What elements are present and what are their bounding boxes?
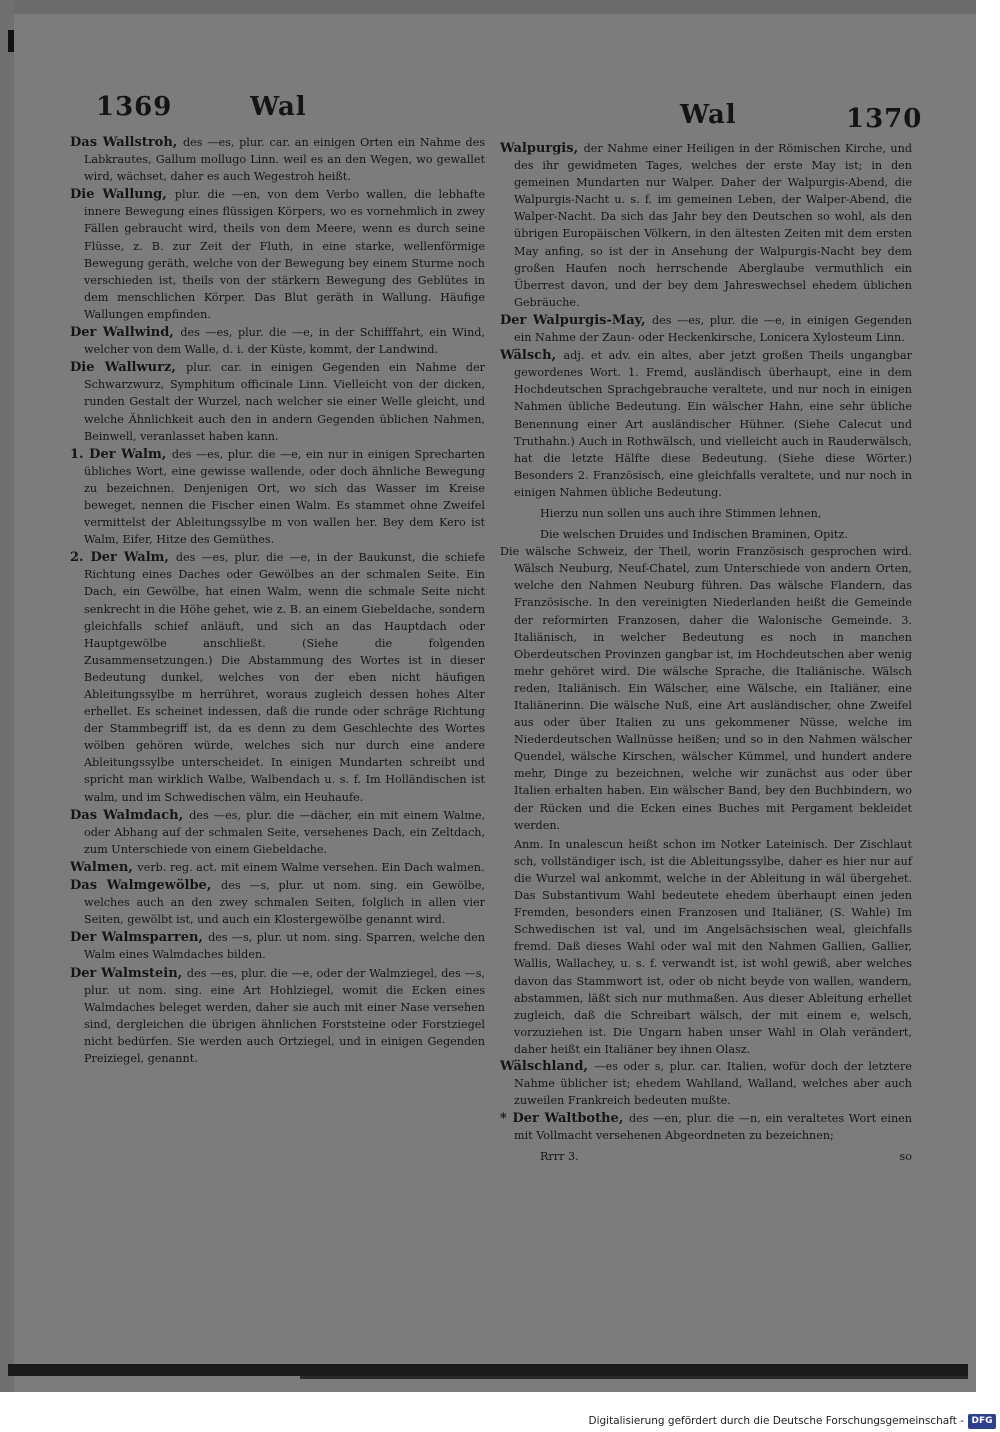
dictionary-entry bbox=[500, 1058, 912, 1109]
signature-mark: Rrrr 3. bbox=[540, 1150, 579, 1164]
entry-text: des —s, plur. ut nom. sing. Sparren, welche den Walm eines Walmdaches bilden. bbox=[84, 931, 485, 962]
bottom-rule bbox=[8, 1364, 968, 1376]
running-head-right: Wal bbox=[680, 100, 737, 130]
dictionary-entry bbox=[70, 324, 485, 358]
entry-lemma: 1. Der Walm, bbox=[70, 446, 172, 462]
entry-lemma: Wälsch, bbox=[500, 348, 564, 364]
dictionary-entry bbox=[70, 186, 485, 323]
scan-edge-left bbox=[0, 0, 14, 1392]
dictionary-entry bbox=[70, 859, 485, 876]
dfg-logo: DFG bbox=[968, 1414, 996, 1429]
entry-lemma: Walmen, bbox=[70, 859, 138, 875]
dictionary-entry bbox=[70, 929, 485, 963]
entry-lemma: Wälschland, bbox=[500, 1058, 595, 1074]
entry-lemma: Das Walmgewölbe, bbox=[70, 878, 222, 894]
dictionary-entry bbox=[500, 543, 912, 834]
dictionary-entry bbox=[70, 877, 485, 928]
entry-lemma: 2. Der Walm, bbox=[70, 550, 176, 566]
dictionary-entry bbox=[70, 807, 485, 858]
entry-text: des —es, plur. die —e, in einigen Gegenden ein Nahme der Zaun- oder Heckenkirsche, Lonicera Xylosteum Linn. bbox=[514, 313, 912, 345]
entry-lemma: Der Walmsparren, bbox=[70, 930, 209, 946]
bottom-rule-tail bbox=[300, 1376, 968, 1379]
corner-mark bbox=[8, 30, 14, 52]
entry-text: des —es, plur. die —dächer, ein mit einem Walme, oder Abhang auf der schmalen Seite, versehenes Dach, ein Zeltdach, zum Unterschiede von einem Giebeldache. bbox=[84, 808, 486, 856]
footer bbox=[0, 1414, 1000, 1432]
dictionary-entry bbox=[500, 347, 912, 501]
dictionary-entry bbox=[70, 446, 485, 549]
entry-text: —es oder s, plur. car. Italien, wofür doch der letztere Nahme üblicher ist; ehedem Wahlland, Walland, welches aber auch zuweilen Frankreich bedeuten mußte. bbox=[514, 1059, 912, 1108]
entry-text: adj. et adv. ein altes, aber jetzt großen Theils ungangbar gewordenes Wort. 1. Fremd, ausländisch überhaupt, eine in dem Hochdeutschen Sprachgebrauche veraltete, und nur noch in einigen Nahmen übliche Bedeutung. Ein wälscher Hahn, eine sehr übliche Benennung einer Art ausländischer Hühner. (Siehe Calecut und Truthahn.) Auch in Rothwälsch, und vielleicht auch in Rauderwälsch, hat die letzte Hälfte diese Bedeutung. (Siehe diese Wörter.) Besonders 2. Französisch, eine gleichfalls veraltete, und nur noch in einigen Nahmen übliche Bedeutung. bbox=[514, 349, 912, 499]
entry-lemma: Der Walmstein, bbox=[70, 965, 187, 981]
dictionary-entry bbox=[70, 965, 485, 1068]
entry-lemma: * Der Waltbothe, bbox=[500, 1111, 630, 1127]
entry-lemma: Das Wallstroh, bbox=[70, 135, 184, 150]
entry-lemma: Der Walpurgis-May, bbox=[500, 312, 653, 328]
entry-text: plur. die —en, von dem Verbo wallen, die lebhafte innere Bewegung eines flüssigen Körpers, wo es vornehmlich in zwey Fällen gebraucht wird, theils von dem Meere, wenn es durch seine Flüsse, z. B. zur Zeit der Fluth, in eine starke, wellenförmige Bewegung geräth, welche von der Bewegung bey einem Sturme noch verschieden ist, theils von der stärkern Bewegung des Geblütes in dem menschlichen Körper. Das Blut geräth in Wallung. Häufige Wallungen empfinden. bbox=[84, 188, 485, 321]
dictionary-entry bbox=[500, 312, 912, 346]
verse-line: Die welschen Druides und Indischen Braminen, Opitz. bbox=[540, 528, 848, 542]
running-head-left: Wal bbox=[250, 92, 307, 122]
entry-text: verb. reg. act. mit einem Walme versehen. Ein Dach walmen. bbox=[137, 860, 485, 874]
dictionary-entry bbox=[70, 549, 485, 805]
entry-text: des —es, plur. die —e, ein nur in einigen Sprecharten übliches Wort, eine gewisse wallende, oder doch ähnliche Bewegung zu bezeichnen. Denjenigen Ort, wo sich das Wasser im Kreise beweget, nennen die Fischer einen Walm. Es stammet ohne Zweifel vermittelst der Ableitungssylbe m von wallen her. Bey dem Kero ist Walm, Eifer, Hitze des Gemüthes. bbox=[84, 447, 486, 547]
page-number-left: 1369 bbox=[96, 92, 173, 122]
entry-text: des —es, plur. die —e, in der Baukunst, die schiefe Richtung eines Daches oder Gewölbes an der schmalen Seite. Ein Dach, ein Gewölbe, hat einen Walm, wenn die schmale Seite nicht senkrecht in die Höhe gehet, wie z. B. an einem Giebeldache, sondern gleichfalls schief anläuft, und sich an das Hauptdach oder Hauptgewölbe anschließt. (Siehe die folgenden Zusammensetzungen.) Die Abstammung des Wortes ist in dieser Bedeutung dunkel, welches von der eben nicht häufigen Ableitungssylbe m herrühret, woraus zugleich dessen hohes Alter erhellet. Es scheinet indessen, daß die runde oder schräge Richtung der Stammbegriff ist, da es denn zu dem Geschlechte des Wortes wölben gehören würde, welches sich nur durch eine andere Ableitungssylbe unterscheidet. In einigen Mundarten schreibt und spricht man wirklich Walbe, Walbendach u. s. f. Im Holländischen ist walm, und im Schwedischen välm, ein Heuhaufe. bbox=[84, 551, 485, 804]
entry-text: des —s, plur. ut nom. sing. ein Gewölbe, welches auch an den zwey schmalen Seiten, folglich in allen vier Seiten, gewölbt ist, und auch ein Klostergewölbe genannt wird. bbox=[84, 879, 485, 927]
entry-text: des —es, plur. die —e, in der Schifffahrt, ein Wind, welcher von dem Walle, d. i. der Küste, kommt, der Landwind. bbox=[84, 326, 485, 357]
dictionary-entry bbox=[500, 1110, 912, 1144]
page-number-right: 1370 bbox=[846, 104, 923, 134]
catchword: so bbox=[899, 1150, 912, 1164]
entry-text: Die wälsche Schweiz, der Theil, worin Französisch gesprochen wird. Wälsch Neuburg, Neuf-Chatel, zum Unterschiede von andern Orten, welche den Nahmen Neuburg führen. Das wälsche Flandern, das Französische. In den vereinigten Niederlanden heißt die Gemeinde der reformirten Franzosen, daher die Walonische Gemeinde. 3. Italiänisch, in welcher Bedeutung es noch in manchen Oberdeutschen Provinzen gangbar ist, im Hochdeutschen aber wenig mehr gehöret wird. Die wälsche Sprache, die Italiänische. Wälsch reden, Italiänisch. Ein Wälscher, eine Wälsche, ein Italiäner, eine Italiänerinn. Die wälsche Nuß, eine Art ausländischer, ohne Zweifel aus oder über Italien zu uns gekommener Nüsse, welche im Niederdeutschen Wallnüsse heißen; und so in den Nahmen wälscher Quendel, wälsche Kirschen, wälscher Kümmel, und hundert andere mehr, Dinge zu bezeichnen, welche wir zunächst aus oder über Italien erhalten haben. Ein wälscher Band, bey den Buchbindern, wo der Rücken und die Ecken eines Buches mit Pergament bekleidet werden. bbox=[500, 545, 912, 832]
scan-edge-top bbox=[0, 0, 976, 14]
entry-text: plur. car. in einigen Gegenden ein Nahme der Schwarzwurz, Symphitum officinale Linn. Vielleicht von der dicken, runden Gestalt der Wurzel, nach welcher sie einer Welle gleicht, und welche Ähnlichkeit auch den in andern Gegenden üblichen Nahmen, Beinwell, veranlasset haben kann. bbox=[84, 361, 485, 443]
entry-lemma: Der Wallwind, bbox=[70, 325, 181, 341]
entry-lemma: Walpurgis, bbox=[500, 141, 584, 156]
right-column bbox=[500, 140, 912, 1166]
entry-lemma: Das Walmdach, bbox=[70, 807, 190, 823]
dictionary-entry bbox=[500, 140, 912, 311]
entry-lemma: Die Wallwurz, bbox=[70, 360, 187, 376]
footer-credit: Digitalisierung gefördert durch die Deutsche Forschungsgemeinschaft - bbox=[588, 1415, 964, 1427]
entry-text: des —es, plur. die —e, oder der Walmziegel, des —s, plur. ut nom. sing. eine Art Hohlziegel, womit die Ecken eines Walmdaches beleget werden, daher sie auch mit einer Nase versehen sind, dergleichen die übrigen ähnlichen Forststeine oder Forstziegel nicht bedürfen. Sie werden auch Ortziegel, und in einigen Gegenden Preiziegel, genannt. bbox=[84, 966, 485, 1065]
dictionary-entry bbox=[70, 134, 485, 185]
entry-text: des —es, plur. car. an einigen Orten ein Nahme des Labkrautes, Gallum mollugo Linn. weil es an den Wegen, wo gewallet wird, wächset, daher es auch Wegestroh heißt. bbox=[84, 136, 485, 184]
verse-line: Hierzu nun sollen uns auch ihre Stimmen lehnen, bbox=[540, 506, 822, 520]
annotation-paragraph: Anm. In unalescun heißt schon im Notker Lateinisch. Der Zischlaut sch, vollständiger isch, ist die Ableitungssylbe, daher es hier nur auf die Wurzel wal ankommt, welche in der Ableitung in wäl übergehet. Das Substantivum Wahl bedeutete ehedem überhaupt einen jeden Fremden, besonders einen Franzosen und Italiäner, (S. Wahle) Im Schwedischen ist val, und im Angelsächsischen weal, gleichfalls fremd. Daß dieses Wahl oder wal mit den Nahmen Gallien, Gallier, Wallis, Wallachey, u. s. f. verwandt ist, ist wohl gewiß, aber welches davon das Stammwort ist, oder ob nicht beyde von wallen, wandern, abstammen, läßt sich nur muthmaßen. Aus dieser Ableitung erhellet zugleich, daß die Schreibart wälsch, der mit einem e, welsch, vorzuziehen ist. Die Ungarn haben unser Wahl in Olah verändert, daher heißt ein Italiäner bey ihnen Olasz. bbox=[514, 837, 912, 1056]
signature-line bbox=[500, 1148, 912, 1165]
entry-text: des —en, plur. die —n, ein veraltetes Wort einen mit Vollmacht versehenen Abgeordneten zu bezeichnen; bbox=[514, 1112, 912, 1143]
left-column bbox=[70, 134, 485, 1068]
entry-lemma: Die Wallung, bbox=[70, 187, 175, 203]
entry-text: der Nahme einer Heiligen in der Römischen Kirche, und des ihr gewidmeten Tages, welches der erste May ist; in den gemeinen Mundarten nur Walper. Daher der Walpurgis-Abend, die Walpurgis-Nacht u. s. f. im gemeinen Leben, der Walper-Abend, die Walper-Nacht. Da sich das Jahr bey den Deutschen so wohl, als den übrigen Europäischen Völkern, in den ältesten Zeiten mit dem ersten May anfing, so ist der in Ansehung der Walpurgis-Nacht bey dem großen Haufen noch herrschende Aberglaube vermuthlich ein Überrest davon, und der bey dem Jahreswechsel ehedem üblichen Gebräuche. bbox=[514, 142, 913, 309]
dictionary-entry bbox=[70, 359, 485, 444]
